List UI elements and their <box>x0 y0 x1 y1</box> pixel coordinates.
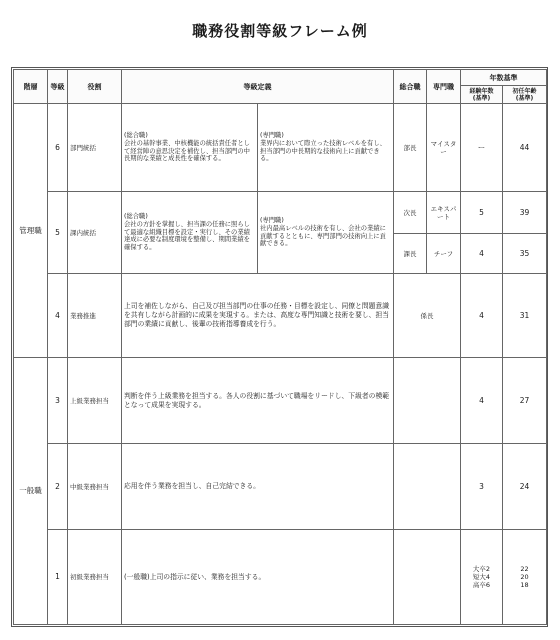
grade-2-title-empty <box>394 444 461 530</box>
grade-1-age-univ: 22 <box>520 565 529 573</box>
grade-5-def-specialist: (専門職) 社内最高レベルの技術を有し、会社の業績に貢献するとともに、専門部門の技術向上に貢献できる。 <box>258 192 394 274</box>
grade-6-number: 6 <box>48 104 68 192</box>
grade-1-years-junior: 短大4 <box>472 573 491 581</box>
grade-4-title: 係長 <box>394 274 461 358</box>
grade-2-role: 中級業務担当 <box>68 444 122 530</box>
header-role: 役割 <box>68 70 122 104</box>
grade-5-role: 課内統括 <box>68 192 122 274</box>
grade-frame-table <box>13 69 547 625</box>
grade-6-role: 部門統括 <box>68 104 122 192</box>
grade-5-years-a: 5 <box>461 192 503 234</box>
grade-1-title-empty <box>394 530 461 625</box>
grade-3-years: 4 <box>461 358 503 444</box>
grade-2-age: 24 <box>503 444 547 530</box>
grade-2-years: 3 <box>461 444 503 530</box>
grade-4-definition: 上司を補佐しながら、自己及び担当部門の仕事の任務・目標を設定し、同僚と問題意識を共有しながら計画的に成果を実現する。または、高度な専門知識と技術を要し、担当部門の業績に貢献し、後輩の技術指導養成を行う。 <box>122 274 394 358</box>
grade-4-number: 4 <box>48 274 68 358</box>
page-title: 職務役割等級フレーム例 <box>192 22 368 40</box>
header-specialist-title: 専門職 <box>427 70 461 104</box>
grade-1-definition: (一般職)上司の指示に従い、業務を担当する。 <box>122 530 394 625</box>
grade-1-years-univ: 大卒2 <box>472 565 491 573</box>
grade-1-number: 1 <box>48 530 68 625</box>
grade-1-age-high: 18 <box>520 581 529 589</box>
grade-6-specialist-title: マイスター <box>427 104 461 192</box>
header-general-title: 総合職 <box>394 70 427 104</box>
header-first-age: 初任年齢 (基準) <box>503 86 547 104</box>
grade-3-role: 上級業務担当 <box>68 358 122 444</box>
grade-4-role: 業務推進 <box>68 274 122 358</box>
grade-5-specialist-title-b: チーフ <box>427 234 461 274</box>
grade-1-years-list <box>461 530 503 625</box>
grade-5-def-general: (総合職) 会社の方針を掌握し、担当課の任務に照らして最適な組織目標を設定・実行し、その業績達成に必要な制度環境を整備し、期間業績を確保する。 <box>122 192 258 274</box>
grade-5-general-title-b: 課長 <box>394 234 427 274</box>
grade-2-definition: 応用を伴う業務を担当し、自己完結できる。 <box>122 444 394 530</box>
grade-3-definition: 判断を伴う上級業務を担当する。各人の役割に基づいて職場をリードし、下級者の模範となって成果を実現する。 <box>122 358 394 444</box>
grade-6-years: ー <box>461 104 503 192</box>
grade-6-def-specialist: (専門職) 業界内において際立った技術レベルを有し、担当部門の中長期的な技術向上に貢献できる。 <box>258 104 394 192</box>
grade-3-age: 27 <box>503 358 547 444</box>
header-grade: 等級 <box>48 70 68 104</box>
grade-4-years: 4 <box>461 274 503 358</box>
grade-5-age-a: 39 <box>503 192 547 234</box>
grade-6-general-title: 部長 <box>394 104 427 192</box>
header-layer: 階層 <box>14 70 48 104</box>
grade-5-specialist-title-a: エキスパート <box>427 192 461 234</box>
grade-5-general-title-a: 次長 <box>394 192 427 234</box>
grade-3-title-empty <box>394 358 461 444</box>
header-years-exp: 経験年数 (基準) <box>461 86 503 104</box>
grade-4-age: 31 <box>503 274 547 358</box>
header-definition: 等級定義 <box>122 70 394 104</box>
grade-5-age-b: 35 <box>503 234 547 274</box>
grade-6-age: 44 <box>503 104 547 192</box>
grade-5-number: 5 <box>48 192 68 274</box>
grade-1-age-list <box>503 530 547 625</box>
layer-management: 管理職 <box>14 104 48 358</box>
layer-general: 一般職 <box>14 358 48 625</box>
grade-5-years-b: 4 <box>461 234 503 274</box>
header-years-group: 年数基準 <box>461 70 547 86</box>
grade-3-number: 3 <box>48 358 68 444</box>
grade-6-def-general: (総合職) 会社の基幹事業、中核機能の統括責任者として経営陣の意思決定を補佐し、担当部門の中長期的な業績と成長性を確保する。 <box>122 104 258 192</box>
grade-1-role: 初級業務担当 <box>68 530 122 625</box>
grade-1-years-high: 高卒6 <box>472 581 491 589</box>
grade-2-number: 2 <box>48 444 68 530</box>
grade-1-age-junior: 20 <box>520 573 529 581</box>
